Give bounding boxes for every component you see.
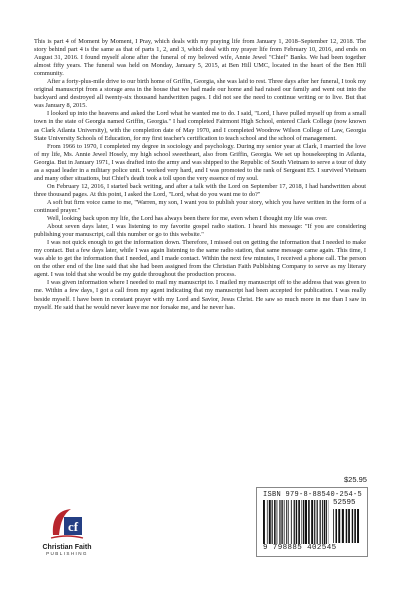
- isbn-text: ISBN 979-8-88540-254-5: [263, 491, 363, 499]
- svg-text:cf: cf: [67, 519, 79, 534]
- paragraph-2: After a forty-plus-mile drive to our birth home of Griffin, Georgia, she was laid to rest. Three days after her funeral, I took my original manuscript from a storage area in the house that we had made our home and had raised our family and went out into the backyard and destroyed all twenty-six thousand handwritten pages. I did not see the need to continue writing or to live. But that was January 8, 2015.: [34, 78, 366, 110]
- publisher-name: Christian Faith: [42, 544, 92, 551]
- ean13-barcode-icon: [263, 500, 331, 544]
- paragraph-5: On February 12, 2016, I started back writing, and after a talk with the Lord on September 17, 2018, I had handwritten about three thousand pages. At this point, I asked the Lord, "Lord, what do you want me to do?": [34, 182, 366, 198]
- price-addon-number: 52595: [333, 499, 356, 507]
- ean5-addon-barcode-icon: [333, 509, 361, 543]
- paragraph-6: A soft but firm voice came to me, "Warren, my son, I want you to publish your story, which you have written in the form of a continued prayer.": [34, 198, 366, 214]
- paragraph-10: I was given information where I needed to mail my manuscript to. I mailed my manuscript off to the address that was given to me. Within a few days, I got a call from my agent indicating that my manuscript had been accepted for publication. I was really beside myself. I have been in constant prayer with my Lord and Savior, Jesus Christ. He saw so much more in me than I saw in myself. He said that he would never leave me nor forsake me, and he never has.: [34, 279, 366, 311]
- paragraph-8: About seven days later, I was listening to my favorite gospel radio station. I heard his message: "If you are considering publishing your manuscript, call this number or go to this website.": [34, 223, 366, 239]
- paragraph-1: This is part 4 of Moment by Moment, I Pray, which deals with my praying life from January 1, 2018–September 12, 2018. The story behind part 4 is the same as that of parts 1, 2, and 3, which deal with my prayer life from February 10, 2016, and ends on August 31, 2016. I found myself alone after the funeral of my beloved wife, Annie Jewel "Chief" Banks. We had been together almost fifty years. The funeral was held on Monday, January 5, 2015, at Ben Hill UMC, located in the heart of the Ben Hill community.: [34, 38, 366, 78]
- ean-number: 9 798885 402545: [263, 544, 337, 552]
- christian-faith-logo-icon: [47, 505, 87, 543]
- synopsis-text: [34, 38, 366, 312]
- publisher-subtitle: PUBLISHING: [46, 551, 88, 556]
- publisher-logo: [30, 505, 104, 556]
- paragraph-4: From 1966 to 1970, I completed my degree in sociology and psychology. During my senior year at Clark, I married the love of my life, Ms. Annie Jewel Hosely, my high school sweetheart, also from Griffin, Georgia. We set up housekeeping in Atlanta, Georgia. But in January 1971, I was drafted into the army and was shipped to the Republic of South Vietnam to serve a tour of duty as a squad leader in a military police unit. I worked very hard, and I was promoted to the rank of Sergeant E5. I survived Vietnam and many other situations, but Chief's death took a toll upon the very essence of my soul.: [34, 142, 366, 182]
- paragraph-7: Well, looking back upon my life, the Lord has always been there for me, even when I thought my life was over.: [47, 215, 328, 223]
- paragraph-3: I looked up into the heavens and asked the Lord what he wanted me to do. I said, "Lord, I have pulled myself up from a small town in the state of Georgia named Griffin, Georgia." I had completed Fairmont High School, entered Clark College (now known as Clark Atlanta University), with the completion date of May 1970, and I completed Woodrow Wilson College of Law, Georgia State University Schools of Education, for my first teacher's certification to teach school and the school of management.: [34, 110, 366, 142]
- isbn-barcode: [256, 487, 368, 557]
- price-label: $25.95: [344, 475, 367, 484]
- paragraph-9: I was not quick enough to get the information down. Therefore, I missed out on getting the information that I needed to make my contact. But a few days later, while I was again listening to the same radio station, that same message came again. This time, I was able to get the information that I needed, and I made contact. Within the next few minutes, I received a phone call. The person on the other end of the line said that she had been assigned from the Christian Faith Publishing Company to serve as my literary agent. I was told that she would be my guide throughout the production process.: [34, 239, 366, 279]
